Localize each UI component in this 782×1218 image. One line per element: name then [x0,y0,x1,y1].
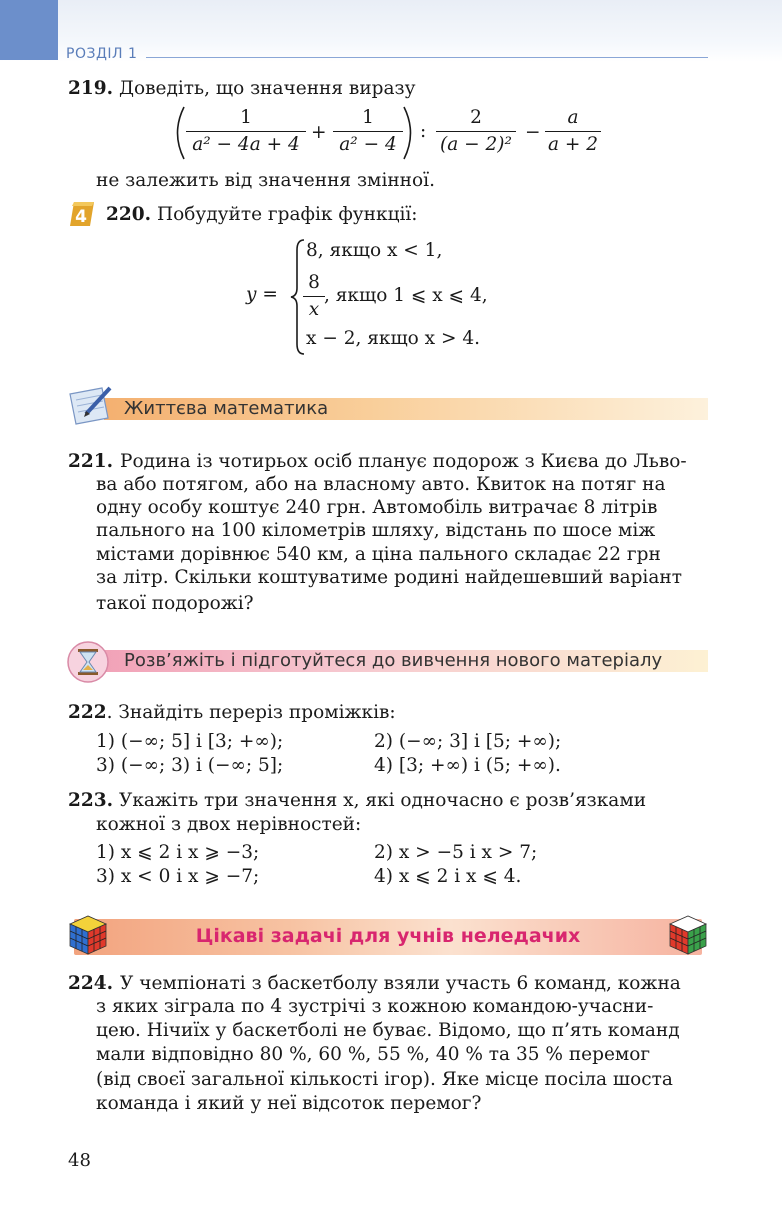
fraction-1 [186,105,306,158]
problem-223-heading [68,790,646,811]
fraction-4 [545,105,601,158]
right-paren-icon [400,104,418,162]
problem-219-heading [68,78,416,99]
problem-220-heading [106,204,418,225]
problem-224-number [68,973,113,994]
problem-text: Доведіть, що значення виразу [118,78,416,99]
division-sign: : [420,121,427,142]
function-lhs: y = [246,284,278,305]
page-number: 48 [68,1150,91,1171]
problem-223-item: 2) x > −5 і x > 7; [374,842,538,863]
problem-224-line: У чемпіонаті з баскетболу взяли участь 6 команд, кожна [120,973,681,994]
fraction-numerator: a [567,107,579,128]
case-2: , якщо 1 ⩽ x ⩽ 4, [324,285,488,306]
problem-219-conclusion: не залежить від значення змінної. [96,170,435,191]
section-label: РОЗДІЛ 1 [66,46,138,62]
case-1: 8, якщо x < 1, [306,240,443,261]
fraction-2 [333,105,403,158]
problem-number: 220. [106,204,152,225]
plus-sign: + [311,122,327,143]
problem-221-line: ва або потягом, або на власному авто. Квиток на потяг на [96,474,666,495]
svg-text:4: 4 [75,207,87,227]
problem-223-item: 3) x < 0 і x ⩾ −7; [96,866,260,887]
problem-222-heading [68,702,396,723]
fraction-numerator: 1 [240,107,252,128]
life-math-title: Життєва математика [124,398,329,419]
problem-222-item: 3) (−∞; 3) і (−∞; 5]; [96,755,284,776]
problem-221-line: за літр. Скільки коштуватиме родині найдешевший варіант [96,567,682,588]
fraction-numerator: 1 [362,107,374,128]
chapter-tab [0,0,58,60]
problem-number: 224. [68,973,114,994]
fraction-denominator: a² − 4 [339,134,397,156]
problem-222-item: 1) (−∞; 5] і [3; +∞); [96,731,284,752]
problem-221-line: містами дорівнює 540 км, а ціна пального складає 22 грн [96,544,661,565]
hourglass-icon [66,640,110,684]
problem-text: Укажіть три значення x, які одночасно є розв’язками [118,790,647,811]
fraction-denominator: a + 2 [547,134,599,156]
fraction-numerator: 8 [308,272,320,293]
problem-number: 222 [68,702,107,723]
problem-221-line: одну особу коштує 240 грн. Автомобіль витрачає 8 літрів [96,497,658,518]
case-3: x − 2, якщо x > 4. [306,328,481,349]
minus-sign: − [525,122,541,143]
problem-221-line: такої подорожі? [96,593,254,614]
problem-222-item: 2) (−∞; 3] і [5; +∞); [374,731,562,752]
fun-problems-title: Цікаві задачі для учнів неледачих [195,925,581,947]
problem-223-line: кожної з двох нерівностей: [96,814,362,835]
case-2-fraction [303,270,325,323]
fraction-denominator: a² − 4a + 4 [192,134,300,156]
problem-224-line: цею. Нічиїх у баскетболі не буває. Відомо, що п’ять команд [96,1020,680,1041]
problem-number: 219. [68,78,114,99]
problem-224-line: з яких зіграла по 4 зустрічі з кожною командою-учасни- [96,996,654,1017]
problem-221-line: пального на 100 кілометрів шляху, відстань по шосе між [96,520,656,541]
header-rule [146,57,708,58]
problem-223-item: 1) x ⩽ 2 і x ⩾ −3; [96,842,260,863]
problem-223-item: 4) x ⩽ 2 і x ⩽ 4. [374,866,522,887]
problem-number: 221. [68,451,114,472]
fraction-numerator: 2 [470,107,482,128]
problem-221-line: Родина із чотирьох осіб планує подорож з Києва до Льво- [120,451,687,472]
problem-text: Побудуйте графік функції: [156,204,418,225]
fraction-3 [436,105,516,158]
problem-222-item: 4) [3; +∞) і (5; +∞). [374,755,561,776]
problem-text: . Знайдіть переріз проміжків: [106,702,396,723]
problem-number: 223. [68,790,114,811]
problem-224-line: команда і який у неї відсоток перемог? [96,1093,482,1114]
level-4-badge-icon [68,200,96,228]
problem-224-line: (від своєї загальної кількості ігор). Яке місце посіла шоста [96,1069,673,1090]
prepare-title: Розв’яжіть і підготуйтеся до вивчення нового матеріалу [124,650,663,671]
fraction-denominator: (a − 2)² [440,134,512,156]
fraction-denominator: x [308,299,320,321]
problem-224-line: мали відповідно 80 %, 60 %, 55 %, 40 % та 35 % перемог [96,1044,651,1065]
problem-221-number [68,451,113,472]
notepad-pencil-icon [66,384,114,428]
